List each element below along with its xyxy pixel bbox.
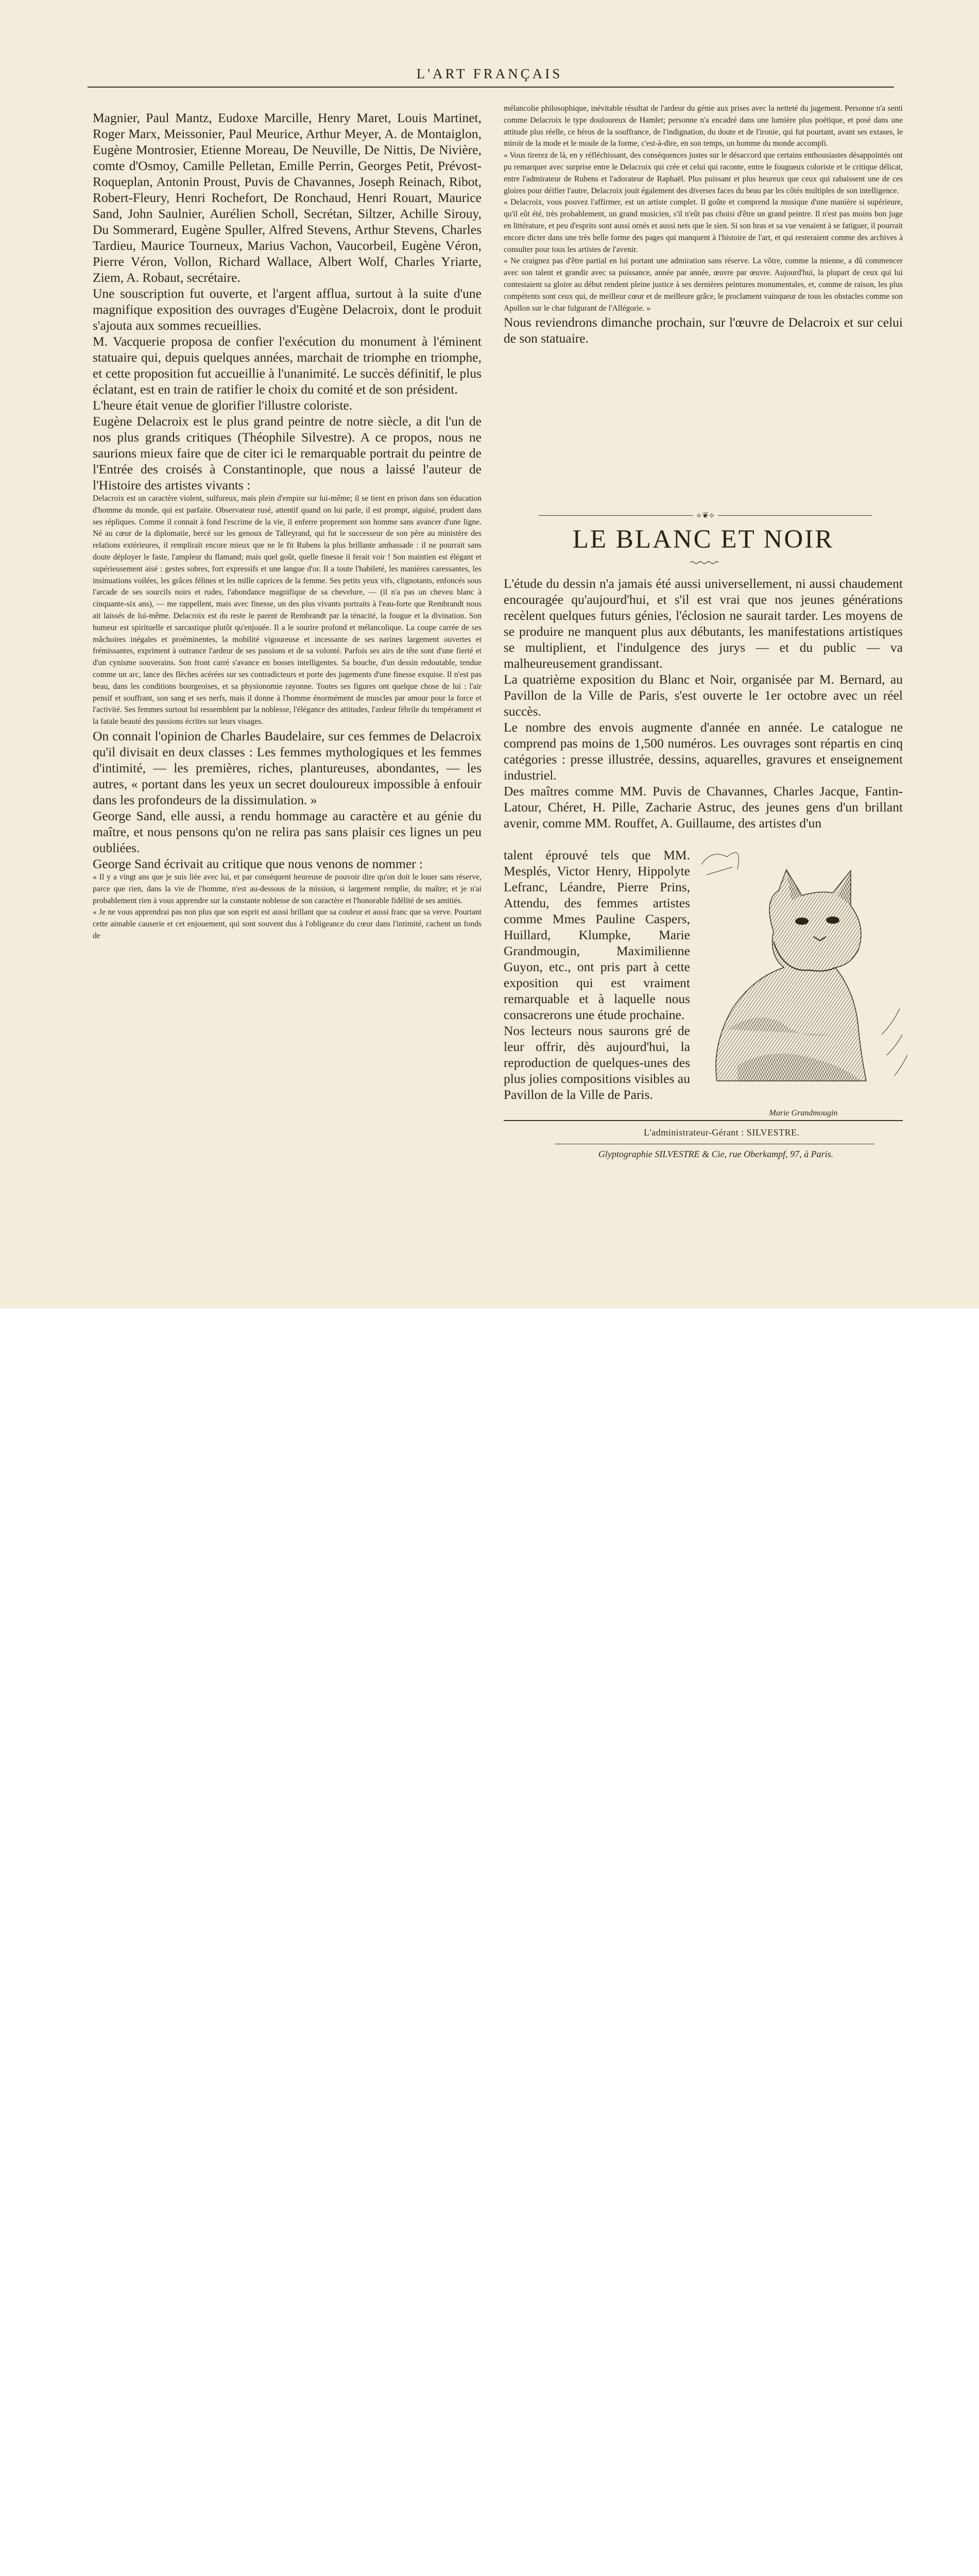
paragraph: L'étude du dessin n'a jamais été aussi universellement, ni aussi chaudement encouragée qu'aujourd'hui, et s'il est vrai que nos jeunes générations recèlent quelques futurs génies, l'éclosion ne saurait tarder. Les moyens de se produire ne manquent plus aux débutants, les manifestations artistiques se multiplient, et l'indulgence des jurys — et du public — va malheureusement grandissant. xyxy=(504,576,903,671)
paragraph: George Sand, elle aussi, a rendu hommage au caractère et au génie du maître, et nous pensons qu'on ne relira pas sans plaisir ces lignes un peu oubliées. xyxy=(93,808,482,855)
administrator-line: L'administrateur-Gérant : SILVESTRE. xyxy=(644,1127,800,1138)
paragraph: « Delacroix, vous pouvez l'affirmer, est un artiste complet. Il goûte et comprend la musique d'une manière si supérieure, qu'il eût été, très probablement, un grand musicien, s'il n'eût pas choisi d'être un grand peintre. Il n'est pas moins bon juge en littérature, et peu d'esprits sont aussi ornés et aussi nets que le sien. Si son bras et sa vue venaient à se fatiguer, il pourrait encore dicter dans une très belle forme des pages qui manquent à l'histoire de l'art, et qui resteraient comme des archives à consulter pour tous les artistes de l'avenir. xyxy=(504,198,903,254)
sketch-note xyxy=(701,853,739,875)
paragraph: « Ne craignez pas d'être partial en lui portant une admiration sans réserve. La vôtre, comme la mienne, a dû commencer avec son talent et grandir avec sa puissance, année par année, œuvre par œuvre. Aujourd'hui, la plupart de ceux qui lui contestaient sa gloire au début rendent pleine justice à ses dernières peintures monumentales, et, comme de raison, les plus compétents sont ceux qui, de meilleur cœur et de meilleure grâce, le proclament vainqueur de tous les obstacles comme son Apollon sur le char fulgurant de l'Allégorie. » xyxy=(504,257,903,313)
paragraph: talent éprouvé tels que MM. Mesplés, Victor Henry, Hippolyte Lefranc, Léandre, Pierre Prins, Attendu, des femmes artistes comme Mmes Pauline Caspers, Huillard, Klumpke, Marie Grandmougin, Maximilienne Guyon, etc., ont pris part à cette exposition qui est vraiment remarquable et à laquelle nous consacrerons une étude prochaine. xyxy=(504,848,690,1022)
section-title: LE BLANC ET NOIR xyxy=(572,525,834,554)
paragraph: mélancolie philosophique, inévitable résultat de l'ardeur du génie aux prises avec la netteté du jugement. Personne n'a senti comme Delacroix le type douloureux de Hamlet; personne n'a encadré dans une lumière plus poétique, et posé dans une attitude plus réelle, ce héros de la souffrance, de l'indignation, du doute et de l'ironie, qui fut pourtant, avant ses extases, le miroir de la mode et le moule de la forme, c'est-à-dire, en son temps, un homme du monde accompli. xyxy=(504,104,903,148)
title-ornament xyxy=(690,561,718,565)
paragraph: Nous reviendrons dimanche prochain, sur l'œuvre de Delacroix et sur celui de son statuaire. xyxy=(504,315,903,346)
paragraph: Une souscription fut ouverte, et l'argent afflua, surtout à la suite d'une magnifique exposition des ouvrages d'Eugène Delacroix, dont le produit s'ajouta aux sommes recueillies. xyxy=(93,286,482,333)
narrow-column xyxy=(504,847,690,1103)
paragraph: Magnier, Paul Mantz, Eudoxe Marcille, Henry Maret, Louis Martinet, Roger Marx, Meissonier, Paul Meurice, Arthur Meyer, A. de Montaiglon, Eugène Montrosier, Etienne Moreau, De Neuville, De Nittis, De Nivière, comte d'Osmoy, Camille Pelletan, Emille Perrin, Georges Petit, Prévost-Roqueplan, Antonin Proust, Puvis de Chavannes, Joseph Reinach, Ribot, Robert-Fleury, Henri Rochefort, De Ronchaud, Henri Rouart, Maurice Sand, John Saulnier, Aurélien Scholl, Secrétan, Siltzer, Achille Sirouy, Du Sommerard, Eugène Spuller, Alfred Stevens, Arthur Stevens, Charles Tardieu, Maurice Tourneux, Marius Vachon, Vaucorbeil, Eugène Véron, Pierre Véron, Vollon, Richard Wallace, Albert Wolf, Charles Yriarte, Ziem, A. Robaut, secrétaire. xyxy=(93,110,482,285)
cat-drawing-illustration xyxy=(696,839,923,1096)
paragraph: L'heure était venue de glorifier l'illustre coloriste. xyxy=(93,398,353,413)
left-column xyxy=(93,110,482,942)
footer-rule xyxy=(504,1120,903,1121)
header-rule xyxy=(88,87,894,88)
paragraph: « Vous tirerez de là, en y réfléchissant, des conséquences justes sur le désaccord que certains enthousiastes désappointés ont pu remarquer avec surprise entre le Delacroix qui crée et celui qui raconte, entre le fougueux coloriste et le critique délicat, entre l'admirateur de Rubens et l'adorateur de Raphaël. Plus puissant et plus heureux que ceux qui rabaissent une de ces gloires pour déifier l'autre, Delacroix jouit également des diverses faces du beau par les côtés multiples de son intelligence. xyxy=(504,151,903,195)
illustration-caption: Marie Grandmougin xyxy=(769,1109,838,1117)
running-header: L'ART FRANÇAIS xyxy=(416,66,563,81)
paragraph: Des maîtres comme MM. Puvis de Chavannes, Charles Jacque, Fantin-Latour, Chéret, H. Pille, Zacharie Astruc, des jeunes gens d'un brillant avenir, comme MM. Rouffet, A. Guillaume, des artistes d'un xyxy=(504,784,903,831)
paragraph: On connait l'opinion de Charles Baudelaire, sur ces femmes de Delacroix qu'il divisait en deux classes : Les femmes mythologiques et les femmes d'intimité, — les premières, riches, plantureuses, abondantes, — les autres, « portant dans les yeux un secret douloureux impossible à enfouir dans les profondeurs de la dissimulation. » xyxy=(93,728,482,807)
printer-line: Glyptographie SILVESTRE & Cie, rue Oberkampf, 97, à Paris. xyxy=(598,1149,834,1159)
right-column-bottom xyxy=(504,575,903,831)
paragraph: « Je ne vous apprendrai pas non plus que son esprit est aussi brillant que sa couleur et aussi franc que sa verve. Pourtant cette aimable causerie et cet enjouement, qui sont souvent dus à l'obligeance du cœur dans l'intimité, cachent un fonds de xyxy=(93,908,482,940)
paragraph: M. Vacquerie proposa de confier l'exécution du monument à l'éminent statuaire qui, depuis quelques années, marchait de triomphe en triomphe, et cette proposition fut accueillie à l'unanimité. Le succès définitif, le plus éclatant, est en train de ratifier le choix du comité et de son président. xyxy=(93,334,482,397)
section-divider-ornament: ⟡❦⟡ xyxy=(520,510,891,520)
viewer-footer-bar xyxy=(0,1309,979,1392)
right-column-top xyxy=(504,103,903,346)
paragraph: « Il y a vingt ans que je suis liée avec lui, et par conséquent heureuse de pouvoir dire qu'on doit le louer sans réserve, parce que rien, dans la vie de l'homme, n'est au-dessous de la mission, si largement remplie, du maître; et je n'ai probablement rien à vous apprendre sur la constante noblesse de son caractère et l'honorable fidélité de ses amitiés. xyxy=(93,872,482,905)
paragraph: George Sand écrivait au critique que nous venons de nommer : xyxy=(93,856,423,871)
paragraph: La quatrième exposition du Blanc et Noir, organisée par M. Bernard, au Pavillon de la Ville de Paris, s'est ouverte le 1er octobre avec un réel succès. xyxy=(504,672,903,719)
paragraph: Eugène Delacroix est le plus grand peintre de notre siècle, a dit l'un de nos plus grands critiques (Théophile Silvestre). A ce propos, nous ne saurions mieux faire que de citer ici le remarquable portrait du peintre de l'Entrée des croisés à Constantinople, que nous a laissé l'auteur de l'Histoire des artistes vivants : xyxy=(93,414,482,493)
paragraph: Nos lecteurs nous saurons gré de leur offrir, dès aujourd'hui, la reproduction de quelques-unes des plus jolies compositions visibles au Pavillon de la Ville de Paris. xyxy=(504,1023,690,1102)
paragraph: Delacroix est un caractère violent, sulfureux, mais plein d'empire sur lui-même; il se tient en prison dans son éducation d'homme du monde, qui est parfaite. Observateur rusé, attentif quand on lui parle, il est prompt, aiguisé, prudent dans ses répliques. Comme il connait à fond l'escrime de la vie, il enferre proprement son homme sans avancer d'une ligne. Né au cœur de la diplomatie, bercé sur les genoux de Talleyrand, qui fut le successeur de son père au ministère des relations extérieures, il remplirait encore mieux que ne le fit Rubens la plus brillante ambassade : il ne pourrait sans doute déployer le faste, l'ampleur du flamand; mais quel goût, quelle finesse il ferait voir ! Son maintien est élégant et supérieusement aisé : gestes sobres, fort expressifs et une langue d'or. Il a toute l'habileté, les manières caressantes, les insinuations voilées, les grâces félines et les mille caprices de la femme. Ses petits yeux vifs, clignotants, enfoncés sous l'arcade de ses sourcils noirs et rudes, l'abondance magnifique de sa chevelure, — (il n'a pas un cheveu blanc à cinquante-six ans), — me rappellent, mais avec finesse, un des plus vivants portraits à l'eau-forte que Rembrandt nous ait laissés de lui-même. Delacroix est du reste le parent de Rembrandt par la ténacité, la fougue et la divination. Son humeur est spirituelle et sarcastique plutôt qu'enjouée. Il a le sourire profond et mélancolique. La coupe carrée de ses mâchoires inégales et proéminentes, la mobilité vigoureuse et incessante de ses narines largement ouvertes et frémissantes, expriment à outrance l'ardeur de ses passions et de sa volonté. Parfois ses airs de tête sont d'une fierté et d'un cynisme souverains. Son front carré s'avance en bosses intelligentes. Sa bouche, d'un dessin redoutable, tendue comme un arc, lance des flèches acérées sur ses contradicteurs et porte des jugements d'une finesse exquise. Il n'est pas beau, dans les conditions bourgeoises, et sa physionomie rayonne. Toutes ses figures ont quelque chose de lui : l'air pensif et souffrant, son sang et ses nerfs, mais il donne à l'homme énormément de muscles par amour pour la force et l'activité. Ses femmes surtout lui ressemblent par la noblesse, l'élégance des attitudes, l'ardeur fébrile du tempérament et la fatale beauté des passions écrites sur leurs visages. xyxy=(93,494,482,726)
paragraph: Le nombre des envois augmente d'année en année. Le catalogue ne comprend pas moins de 1,500 numéros. Les ouvrages sont répartis en cinq catégories : presse illustrée, dessins, aquarelles, gravures et enseignement industriel. xyxy=(504,720,903,783)
